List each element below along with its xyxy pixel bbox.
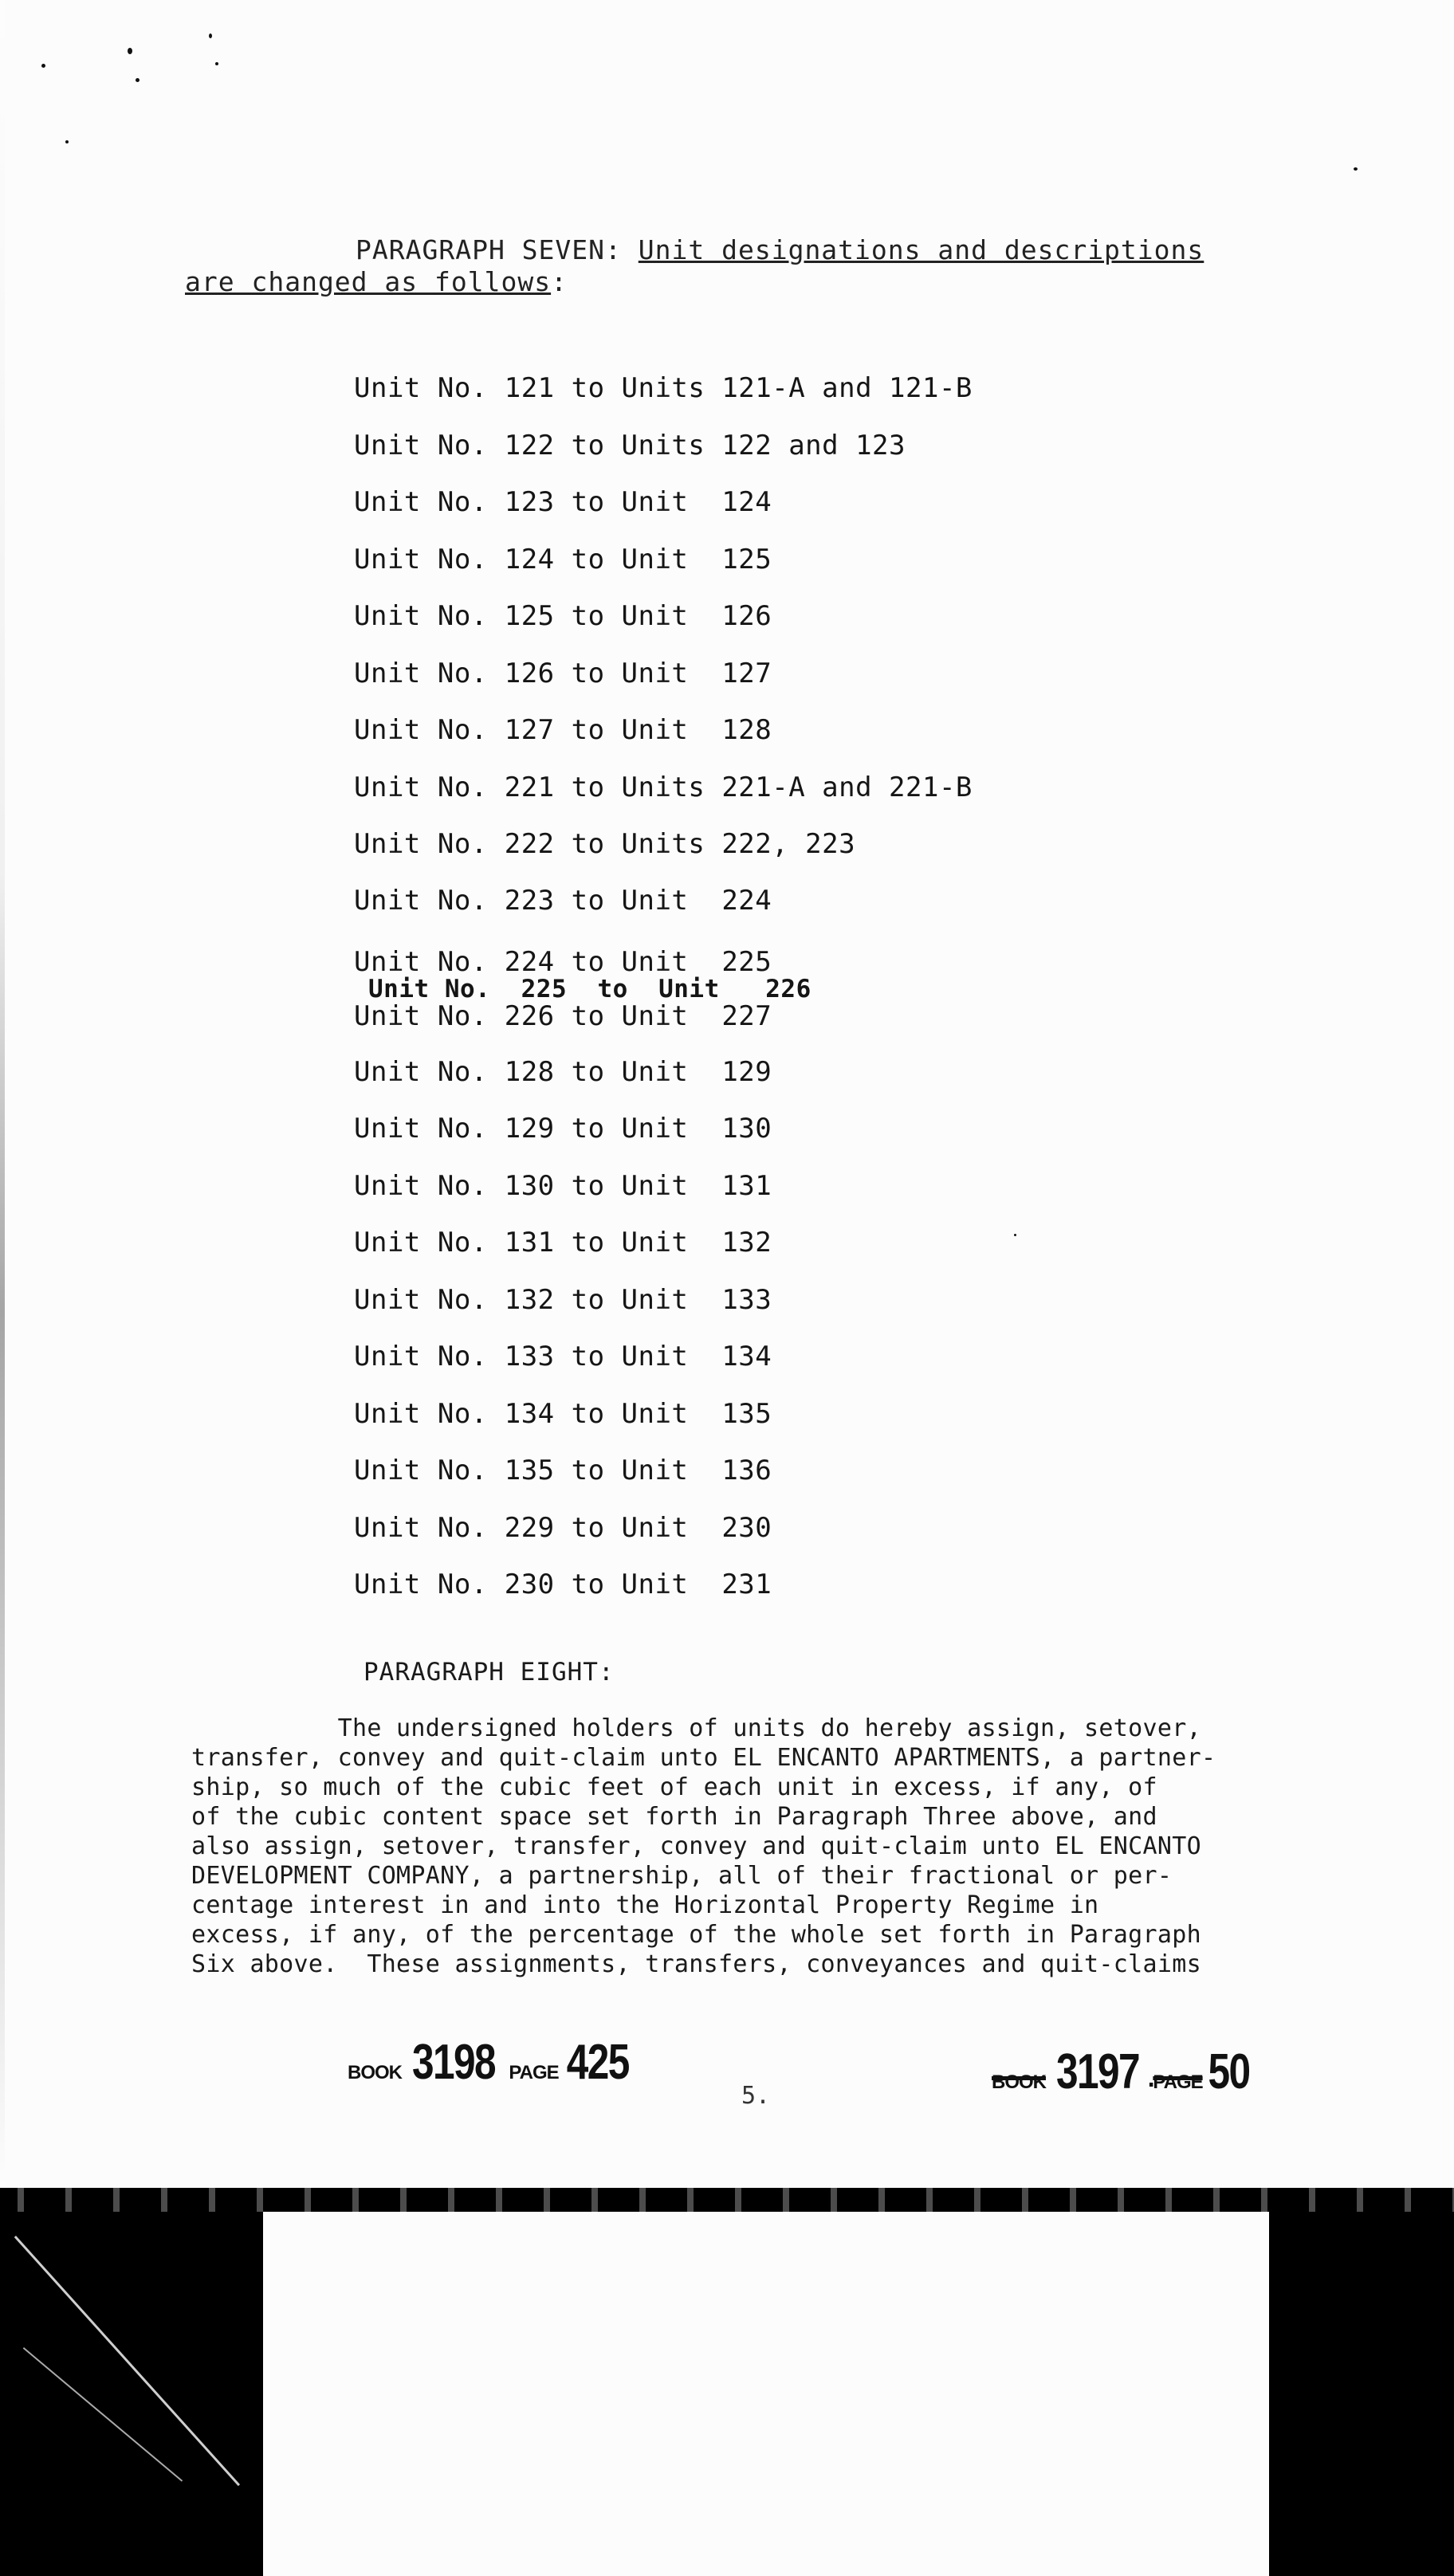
unit-row: Unit No. 128 to Unit 129 (354, 1056, 772, 1088)
paragraph-line: also assign, setover, transfer, convey and quit-claim unto EL ENCANTO (191, 1832, 1201, 1860)
paragraph-line: transfer, convey and quit-claim unto EL ENCANTO APARTMENTS, a partner- (191, 1744, 1216, 1772)
unit-row: Unit No. 229 to Unit 230 (354, 1512, 772, 1544)
paragraph-line: centage interest in and into the Horizontal Property Regime in (191, 1891, 1099, 1919)
scan-speck (1014, 1234, 1016, 1236)
paragraph-line: DEVELOPMENT COMPANY, a partnership, all of their fractional or per- (191, 1862, 1173, 1890)
unit-row: Unit No. 132 to Unit 133 (354, 1284, 772, 1316)
book-page-stamp (348, 2034, 636, 2091)
unit-row: Unit No. 127 to Unit 128 (354, 714, 772, 746)
scan-speck (41, 64, 45, 68)
unit-row: Unit No. 135 to Unit 136 (354, 1455, 772, 1486)
book-label: BOOK (348, 2062, 402, 2083)
unit-row: Unit No. 123 to Unit 124 (354, 486, 772, 518)
next-page-blank (263, 2212, 1269, 2576)
unit-row: Unit No. 225 to Unit 226 (368, 975, 811, 1003)
page-edge (0, 0, 5, 2188)
scan-speck (65, 140, 69, 143)
unit-row: Unit No. 221 to Units 221-A and 221-B (354, 772, 973, 803)
unit-row: Unit No. 130 to Unit 131 (354, 1170, 772, 1202)
unit-row: Unit No. 134 to Unit 135 (354, 1398, 772, 1430)
unit-row: Unit No. 129 to Unit 130 (354, 1113, 772, 1145)
book-number-2: 3197 (1055, 2044, 1139, 2099)
unit-row: Unit No. 226 to Unit 227 (354, 1000, 772, 1032)
heading-continuation: are changed as follows (185, 266, 552, 297)
page-marker: 5. (741, 2082, 771, 2110)
page-label-2: PAGE (1153, 2071, 1203, 2093)
book-number: 3198 (411, 2035, 495, 2090)
paragraph-line: of the cubic content space set forth in Paragraph Three above, and (191, 1803, 1157, 1831)
page-label: PAGE (509, 2062, 559, 2083)
paragraph-line: Six above. These assignments, transfers, conveyances and quit-claims (191, 1950, 1201, 1978)
scan-speck (128, 48, 132, 54)
page-edge-strip (0, 2188, 1454, 2212)
superseded-book-page-stamp (992, 2044, 1255, 2100)
unit-row: Unit No. 223 to Unit 224 (354, 885, 772, 917)
heading-underlined: Unit designations and descriptions (638, 234, 1204, 265)
scan-speck (215, 62, 218, 65)
unit-row: Unit No. 122 to Units 122 and 123 (354, 430, 906, 461)
paragraph-seven-heading (185, 234, 1301, 298)
next-page-edge (0, 2188, 1454, 2576)
unit-row: Unit No. 230 to Unit 231 (354, 1569, 772, 1600)
heading-continuation-tail: : (551, 266, 568, 297)
unit-row: Unit No. 222 to Units 222, 223 (354, 828, 856, 860)
page-number-2: 50 (1208, 2044, 1250, 2099)
unit-row: Unit No. 133 to Unit 134 (354, 1341, 772, 1372)
scan-scratch (14, 2236, 240, 2486)
scan-scratch (23, 2347, 183, 2482)
book-label-2: BOOK (992, 2071, 1046, 2093)
paragraph-line: ship, so much of the cubic feet of each unit in excess, if any, of (191, 1773, 1157, 1801)
unit-row: Unit No. 224 to Unit 225 (354, 946, 772, 978)
heading-prefix: PARAGRAPH SEVEN: (356, 234, 622, 265)
scan-speck (1354, 167, 1358, 171)
unit-row: Unit No. 131 to Unit 132 (354, 1227, 772, 1259)
paragraph-line: excess, if any, of the percentage of the whole set forth in Paragraph (191, 1921, 1201, 1949)
paragraph-eight-body (191, 1714, 1387, 1979)
unit-row: Unit No. 126 to Unit 127 (354, 658, 772, 689)
paragraph-line: The undersigned holders of units do hereby assign, setover, (191, 1714, 1201, 1742)
unit-row: Unit No. 125 to Unit 126 (354, 600, 772, 632)
paragraph-eight-title: PARAGRAPH EIGHT: (364, 1658, 615, 1687)
scan-speck (136, 78, 140, 82)
unit-row: Unit No. 121 to Units 121-A and 121-B (354, 372, 973, 404)
scan-speck (209, 33, 212, 38)
unit-row: Unit No. 124 to Unit 125 (354, 544, 772, 575)
page-number: 425 (566, 2035, 629, 2090)
